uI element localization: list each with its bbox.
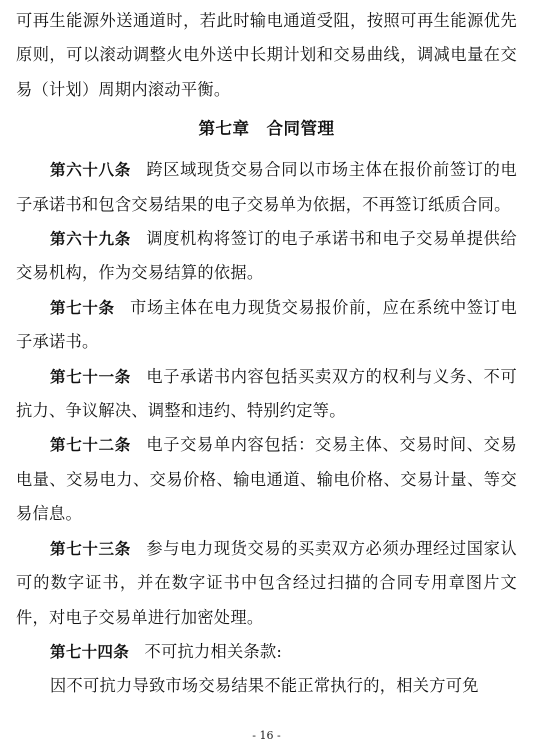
article-text: 调度机构将签订的电子承诺书和电子交易单提供给交易机构，作为交易结算的依据。: [16, 229, 517, 283]
article-paragraph: [16, 532, 517, 635]
article-text: 市场主体在电力现货交易报价前，应在系统中签订电子承诺书。: [16, 297, 518, 352]
article-paragraph: [16, 635, 517, 669]
article-paragraph: [16, 222, 517, 291]
article-number: 第七十二条: [50, 436, 131, 455]
article-paragraph: [16, 428, 517, 531]
intro-paragraph: 可再生能源外送通道时，若此时输电通道受阻，按照可再生能源优先原则，可以滚动调整火电外送中长期计划和交易曲线，调减电量在交易（计划）周期内滚动平衡。: [16, 11, 517, 99]
chapter-heading: 第七章 合同管理: [198, 119, 335, 139]
article-paragraph: [16, 153, 517, 222]
article-text: 电子交易单内容包括：交易主体、交易时间、交易电量、交易电力、交易价格、输电通道、输电价格、交易计量、等交易信息。: [16, 435, 517, 524]
article-text: 电子承诺书内容包括买卖双方的权利与义务、不可抗力、争议解决、调整和违约、特别约定等。: [16, 366, 517, 421]
article-number: 第七十一条: [50, 367, 131, 386]
article-text: 参与电力现货交易的买卖双方必须办理经过国家认可的数字证书，并在数字证书中包含经过扫描的合同专用章图片文件，对电子交易单进行加密处理。: [16, 538, 517, 627]
article-number: 第六十九条: [50, 230, 131, 249]
article-paragraph: [16, 360, 517, 429]
article-text: 跨区域现货交易合同以市场主体在报价前签订的电子承诺书和包含交易结果的电子交易单为依据，不再签订纸质合同。: [16, 160, 517, 214]
article-number: 第七十条: [50, 298, 115, 317]
page-number: - 16 -: [252, 729, 281, 742]
trailing-paragraph: 因不可抗力导致市场交易结果不能正常执行的，相关方可免: [50, 676, 479, 696]
article-text: 不可抗力相关条款:: [144, 641, 283, 661]
article-number: 第七十四条: [50, 642, 130, 661]
article-number: 第七十三条: [50, 539, 131, 558]
article-number: 第六十八条: [50, 161, 131, 180]
article-paragraph: [16, 291, 517, 360]
